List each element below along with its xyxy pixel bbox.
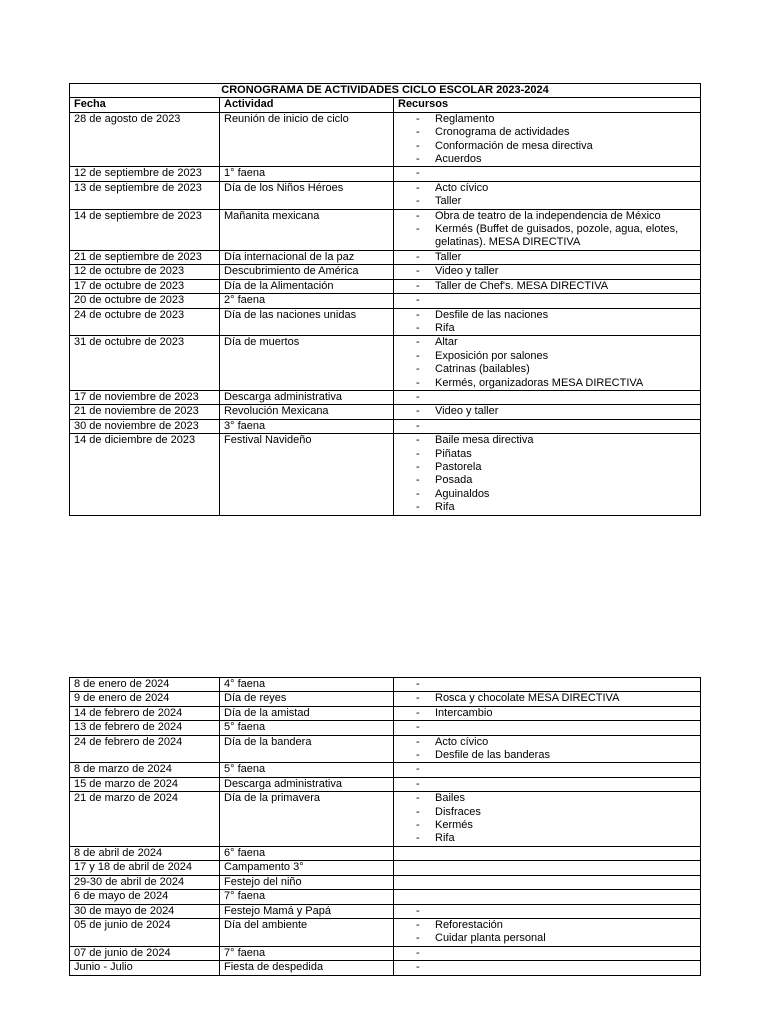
fecha-cell: 30 de mayo de 2024 — [70, 904, 220, 918]
fecha-cell: 6 de mayo de 2024 — [70, 890, 220, 904]
recursos-cell — [394, 904, 701, 918]
recursos-cell — [394, 405, 701, 419]
table-row — [70, 890, 701, 904]
recursos-list — [398, 265, 700, 278]
recurso-item: - Desfile de las naciones — [398, 309, 700, 322]
table-row — [70, 706, 701, 720]
table-row — [70, 279, 701, 293]
recursos-list — [398, 113, 700, 167]
recurso-item: - Acto cívico — [398, 182, 700, 195]
actividad-cell: 1° faena — [220, 167, 394, 181]
recursos-list — [398, 405, 700, 418]
actividad-cell: Festejo del niño — [220, 875, 394, 889]
table-row — [70, 112, 701, 167]
fecha-cell: 15 de marzo de 2024 — [70, 777, 220, 791]
schedule-table-2 — [69, 677, 701, 976]
recurso-item: - Taller — [398, 195, 700, 208]
recurso-item: - Rosca y chocolate MESA DIRECTIVA — [398, 692, 700, 705]
recurso-item: - Video y taller — [398, 405, 700, 418]
recurso-item: - Exposición por salones — [398, 350, 700, 363]
actividad-cell: 5° faena — [220, 721, 394, 735]
recurso-item: - Taller de Chef's. MESA DIRECTIVA — [398, 280, 700, 293]
table-row — [70, 875, 701, 889]
fecha-cell: 8 de enero de 2024 — [70, 678, 220, 692]
recurso-item: - Desfile de las banderas — [398, 749, 700, 762]
table-row — [70, 918, 701, 946]
recurso-item: - Catrinas (bailables) — [398, 363, 700, 376]
recursos-cell — [394, 209, 701, 250]
recurso-item: - Posada — [398, 474, 700, 487]
recursos-cell — [394, 279, 701, 293]
recursos-cell — [394, 890, 701, 904]
table-row — [70, 265, 701, 279]
table-row — [70, 763, 701, 777]
recurso-item: - Altar — [398, 336, 700, 349]
fecha-cell: 21 de noviembre de 2023 — [70, 405, 220, 419]
actividad-cell: Día de las naciones unidas — [220, 308, 394, 336]
recursos-cell — [394, 390, 701, 404]
table-title: CRONOGRAMA DE ACTIVIDADES CICLO ESCOLAR 2023-2024 — [70, 84, 701, 98]
table-row — [70, 861, 701, 875]
table-row — [70, 735, 701, 763]
table-row — [70, 308, 701, 336]
recursos-cell — [394, 181, 701, 209]
fecha-cell: 8 de marzo de 2024 — [70, 763, 220, 777]
fecha-cell: 14 de septiembre de 2023 — [70, 209, 220, 250]
table-row — [70, 721, 701, 735]
table-row — [70, 209, 701, 250]
fecha-cell: 17 y 18 de abril de 2024 — [70, 861, 220, 875]
recurso-item: - Bailes — [398, 792, 700, 805]
recurso-item: - Baile mesa directiva — [398, 434, 700, 447]
recursos-list — [398, 210, 700, 250]
fecha-cell: 12 de septiembre de 2023 — [70, 167, 220, 181]
recurso-item: - Acuerdos — [398, 153, 700, 166]
table-row — [70, 434, 701, 515]
fecha-cell: 13 de febrero de 2024 — [70, 721, 220, 735]
actividad-cell: Festival Navideño — [220, 434, 394, 515]
recursos-cell — [394, 112, 701, 167]
recursos-cell — [394, 735, 701, 763]
actividad-cell: Campamento 3° — [220, 861, 394, 875]
header-actividad: Actividad — [220, 98, 394, 112]
fecha-cell: 31 de octubre de 2023 — [70, 336, 220, 391]
recursos-cell — [394, 265, 701, 279]
recurso-item: - Piñatas — [398, 448, 700, 461]
header-recursos: Recursos — [394, 98, 701, 112]
recursos-cell — [394, 419, 701, 433]
table-row — [70, 946, 701, 960]
recursos-list — [398, 280, 700, 293]
recursos-cell — [394, 861, 701, 875]
actividad-cell: Día del ambiente — [220, 918, 394, 946]
actividad-cell: Día de la primavera — [220, 792, 394, 847]
actividad-cell: 3° faena — [220, 419, 394, 433]
actividad-cell: 2° faena — [220, 294, 394, 308]
recursos-cell — [394, 167, 701, 181]
recurso-item: - Aguinaldos — [398, 488, 700, 501]
fecha-cell: 30 de noviembre de 2023 — [70, 419, 220, 433]
recursos-cell — [394, 875, 701, 889]
recurso-item: - Cuidar planta personal — [398, 932, 700, 945]
table-row — [70, 904, 701, 918]
recursos-cell — [394, 434, 701, 515]
actividad-cell: Mañanita mexicana — [220, 209, 394, 250]
recurso-item: - Rifa — [398, 501, 700, 514]
actividad-cell: Día de la amistad — [220, 706, 394, 720]
recursos-list — [398, 792, 700, 846]
recursos-cell — [394, 692, 701, 706]
actividad-cell: 6° faena — [220, 846, 394, 860]
table-row — [70, 167, 701, 181]
recursos-cell — [394, 777, 701, 791]
recursos-list — [398, 434, 700, 514]
recurso-item: - Reglamento — [398, 113, 700, 126]
recurso-item: - Acto cívico — [398, 736, 700, 749]
recursos-cell — [394, 336, 701, 391]
title-row — [70, 84, 701, 98]
fecha-cell: 05 de junio de 2024 — [70, 918, 220, 946]
recursos-cell — [394, 678, 701, 692]
recurso-item: - Conformación de mesa directiva — [398, 140, 700, 153]
recursos-cell — [394, 792, 701, 847]
recursos-cell — [394, 294, 701, 308]
actividad-cell: Día internacional de la paz — [220, 250, 394, 264]
recurso-item: - Kermés — [398, 819, 700, 832]
fecha-cell: 8 de abril de 2024 — [70, 846, 220, 860]
recursos-list — [398, 336, 700, 390]
fecha-cell: 20 de octubre de 2023 — [70, 294, 220, 308]
recursos-list — [398, 182, 700, 209]
fecha-cell: 07 de junio de 2024 — [70, 946, 220, 960]
table-row — [70, 294, 701, 308]
actividad-cell: Día de los Niños Héroes — [220, 181, 394, 209]
table-row — [70, 961, 701, 975]
fecha-cell: 17 de octubre de 2023 — [70, 279, 220, 293]
recurso-item: - Intercambio — [398, 707, 700, 720]
actividad-cell: 7° faena — [220, 946, 394, 960]
table-row — [70, 419, 701, 433]
fecha-cell: 29-30 de abril de 2024 — [70, 875, 220, 889]
actividad-cell: Día de la Alimentación — [220, 279, 394, 293]
fecha-cell: 21 de septiembre de 2023 — [70, 250, 220, 264]
recurso-item: - Obra de teatro de la independencia de México — [398, 210, 700, 223]
table-row — [70, 405, 701, 419]
actividad-cell: Festejo Mamá y Papá — [220, 904, 394, 918]
fecha-cell: 14 de diciembre de 2023 — [70, 434, 220, 515]
fecha-cell: 24 de octubre de 2023 — [70, 308, 220, 336]
recurso-item: - Disfraces — [398, 806, 700, 819]
table-row — [70, 846, 701, 860]
actividad-cell: Fiesta de despedida — [220, 961, 394, 975]
actividad-cell: Descubrimiento de América — [220, 265, 394, 279]
recurso-item: - Reforestación — [398, 919, 700, 932]
table-row — [70, 678, 701, 692]
table-row — [70, 777, 701, 791]
recursos-list — [398, 309, 700, 336]
header-row — [70, 98, 701, 112]
fecha-cell: 9 de enero de 2024 — [70, 692, 220, 706]
recursos-list — [398, 707, 700, 720]
recursos-cell — [394, 846, 701, 860]
table-row — [70, 692, 701, 706]
actividad-cell: 5° faena — [220, 763, 394, 777]
table-1-body — [70, 112, 701, 515]
recursos-list — [398, 251, 700, 264]
fecha-cell: 28 de agosto de 2023 — [70, 112, 220, 167]
table-row — [70, 336, 701, 391]
fecha-cell: Junio - Julio — [70, 961, 220, 975]
fecha-cell: 13 de septiembre de 2023 — [70, 181, 220, 209]
recursos-cell — [394, 706, 701, 720]
actividad-cell: Día de reyes — [220, 692, 394, 706]
fecha-cell: 24 de febrero de 2024 — [70, 735, 220, 763]
recursos-cell — [394, 250, 701, 264]
fecha-cell: 12 de octubre de 2023 — [70, 265, 220, 279]
recursos-cell — [394, 721, 701, 735]
recursos-cell — [394, 961, 701, 975]
recursos-cell — [394, 946, 701, 960]
recurso-item: - Video y taller — [398, 265, 700, 278]
actividad-cell: Reunión de inicio de ciclo — [220, 112, 394, 167]
recurso-item: - Pastorela — [398, 461, 700, 474]
recursos-cell — [394, 308, 701, 336]
recurso-item: - Cronograma de actividades — [398, 126, 700, 139]
recurso-item: - Kermés (Buffet de guisados, pozole, agua, elotes, gelatinas). MESA DIRECTIVA — [398, 223, 700, 250]
actividad-cell: Día de muertos — [220, 336, 394, 391]
recurso-item: - Rifa — [398, 832, 700, 845]
fecha-cell: 17 de noviembre de 2023 — [70, 390, 220, 404]
actividad-cell: Descarga administrativa — [220, 777, 394, 791]
table-row — [70, 792, 701, 847]
recursos-cell — [394, 918, 701, 946]
fecha-cell: 14 de febrero de 2024 — [70, 706, 220, 720]
header-fecha: Fecha — [70, 98, 220, 112]
actividad-cell: Revolución Mexicana — [220, 405, 394, 419]
table-row — [70, 390, 701, 404]
recurso-item: - Taller — [398, 251, 700, 264]
table-2-body — [70, 678, 701, 976]
recursos-list — [398, 736, 700, 763]
schedule-table-1 — [69, 83, 701, 516]
recursos-cell — [394, 763, 701, 777]
fecha-cell: 21 de marzo de 2024 — [70, 792, 220, 847]
actividad-cell: Día de la bandera — [220, 735, 394, 763]
recursos-list — [398, 692, 700, 705]
table-row — [70, 181, 701, 209]
actividad-cell: Descarga administrativa — [220, 390, 394, 404]
recurso-item: - Rifa — [398, 322, 700, 335]
recursos-list — [398, 919, 700, 946]
recurso-item: - Kermés, organizadoras MESA DIRECTIVA — [398, 377, 700, 390]
actividad-cell: 4° faena — [220, 678, 394, 692]
actividad-cell: 7° faena — [220, 890, 394, 904]
table-row — [70, 250, 701, 264]
